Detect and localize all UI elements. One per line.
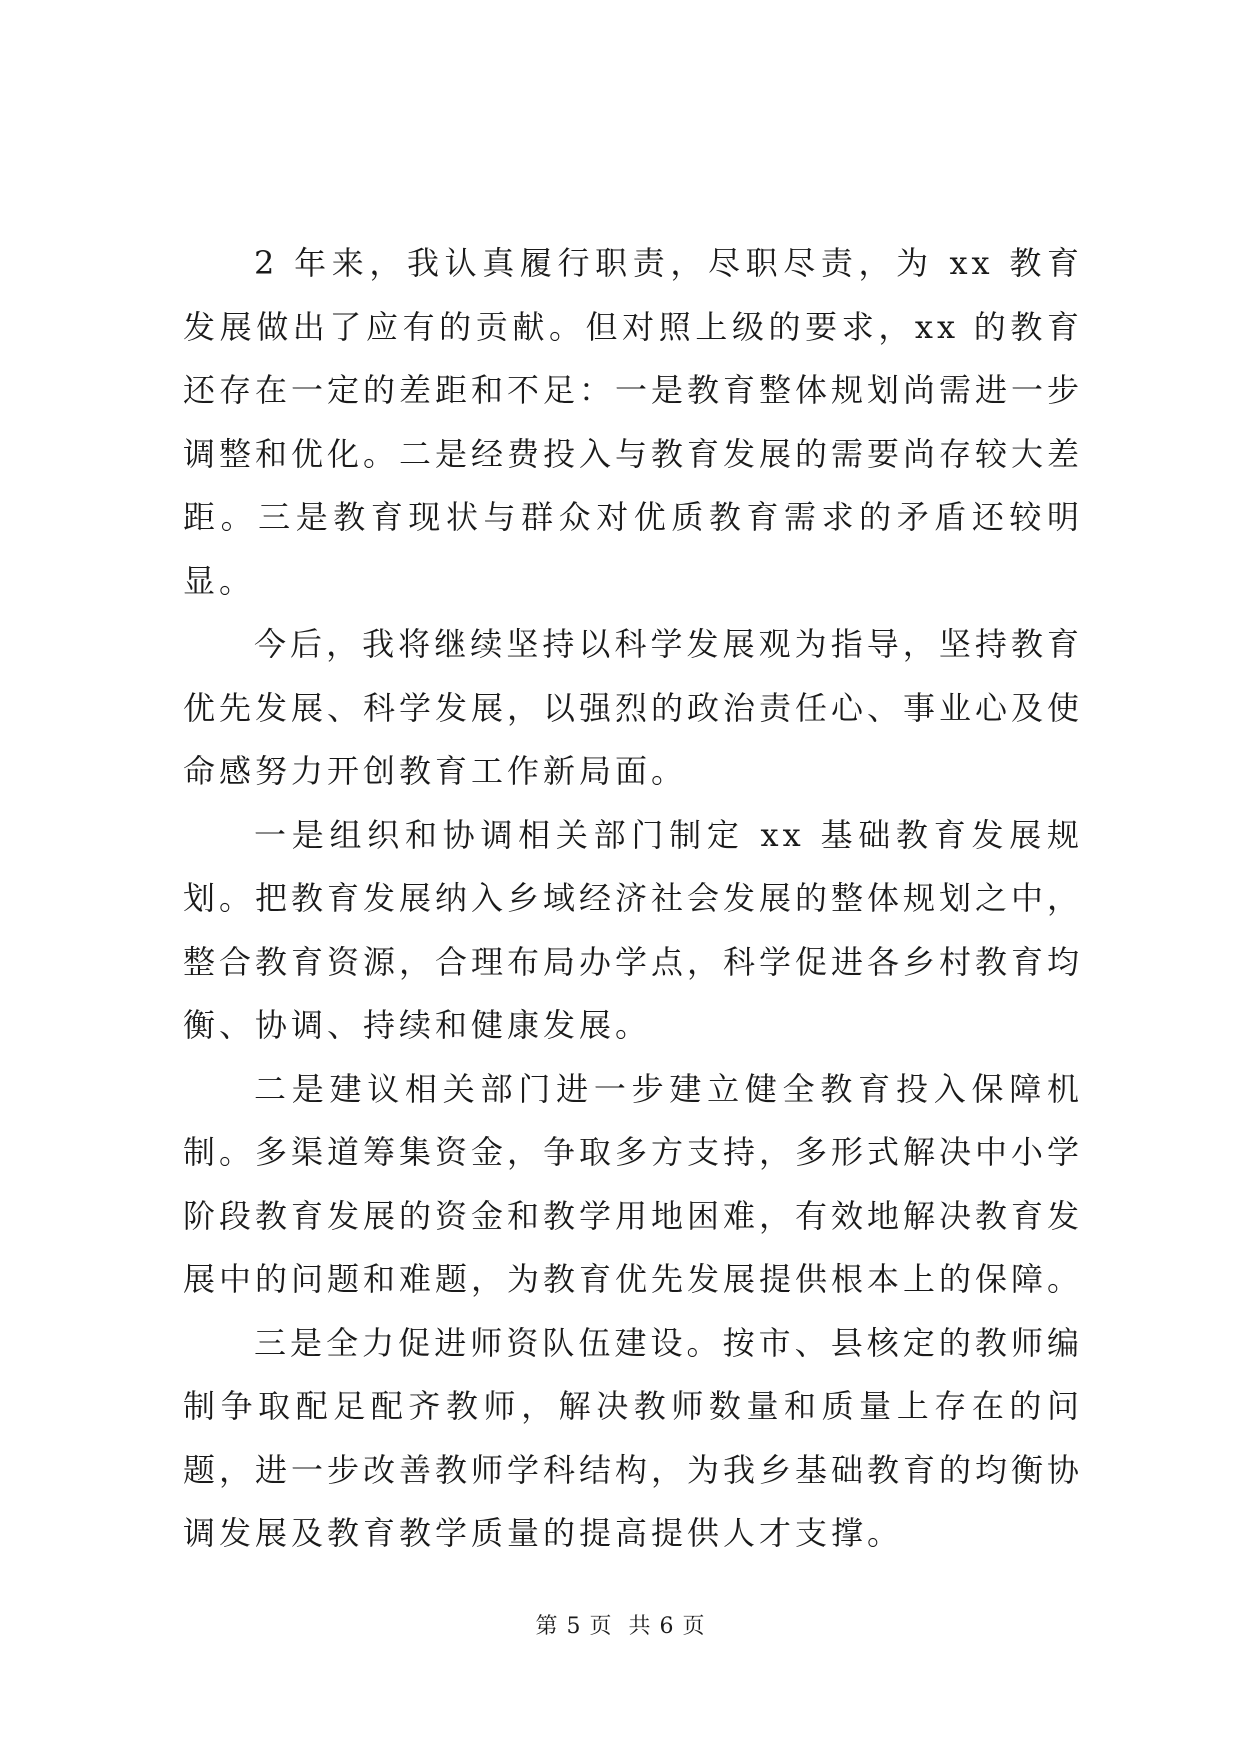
paragraph-item-one: 一是组织和协调相关部门制定 xx 基础教育发展规划。把教育发展纳入乡域经济社会发展的整体规划之中，整合教育资源，合理布局办学点，科学促进各乡村教育均衡、协调、持续和健康发展。	[183, 815, 1084, 1044]
page-footer	[0, 1612, 1241, 1642]
paragraph-item-two: 二是建议相关部门进一步建立健全教育投入保障机制。多渠道筹集资金，争取多方支持，多形式解决中小学阶段教育发展的资金和教学用地困难，有效地解决教育发展中的问题和难题，为教育优先发展提供根本上的保障。	[183, 1069, 1084, 1298]
paragraph-item-three: 三是全力促进师资队伍建设。按市、县核定的教师编制争取配足配齐教师，解决教师数量和质量上存在的问题，进一步改善教师学科结构，为我乡基础教育的均衡协调发展及教育教学质量的提高提供人才支撑。	[183, 1323, 1084, 1552]
page-number: 第 5 页 共 6 页	[535, 1614, 706, 1639]
paragraph-summary: 2 年来，我认真履行职责，尽职尽责，为 xx 教育发展做出了应有的贡献。但对照上级的要求，xx 的教育还存在一定的差距和不足：一是教育整体规划尚需进一步调整和优化。二是经费投入与教育发展的需要尚存较大差距。三是教育现状与群众对优质教育需求的矛盾还较明显。	[183, 244, 1084, 600]
paragraph-future-plan: 今后，我将继续坚持以科学发展观为指导，坚持教育优先发展、科学发展，以强烈的政治责任心、事业心及使命感努力开创教育工作新局面。	[183, 625, 1084, 790]
document-body	[183, 232, 1083, 1566]
